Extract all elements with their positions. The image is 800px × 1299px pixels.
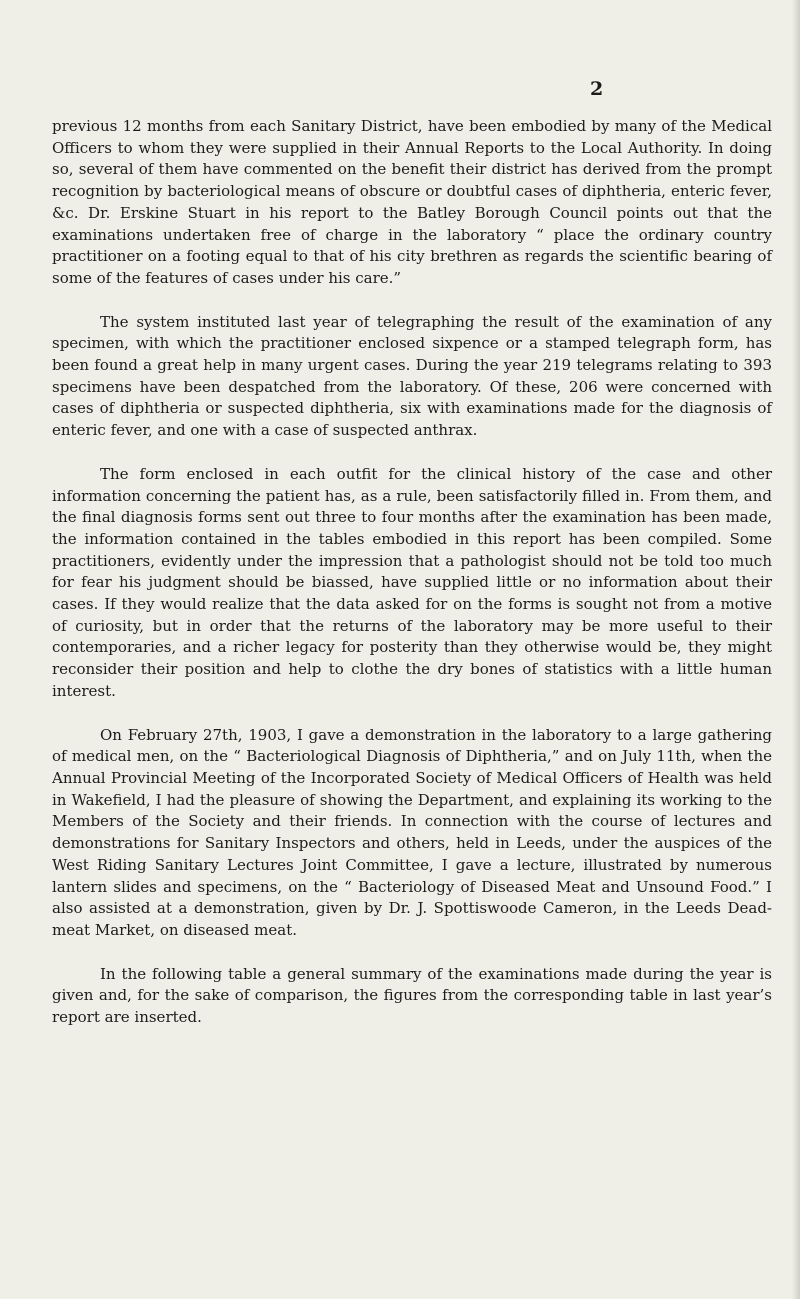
- paragraph-clinical-history-form: The form enclosed in each outfit for the clinical history of the case and other information concerning the patient has, as a rule, been satisfactorily filled in. From them, and the final diagnosis forms sent out three to four months after the examination has been made, the information contained in the tables embodied in this report has been compiled. Some practitioners, evidently under the impression that a pathologist should not be told too much for fear his judgment should be biassed, have supplied little or no information about their cases. If they would realize that the data asked for on the forms is sought not from a motive of curiosity, but in order that the returns of the laboratory may be more useful to their contemporaries, and a richer legacy for posterity than they otherwise would be, they might reconsider their position and help to clothe the dry bones of statistics with a little human interest.: [52, 464, 772, 700]
- paragraph-summary-table-intro: In the following table a general summary of the examinations made during the year is given and, for the sake of comparison, the figures from the corresponding table in last year’s report are inserted.: [52, 964, 772, 1027]
- body-text: [52, 116, 772, 1051]
- paragraph-demonstrations: On February 27th, 1903, I gave a demonstration in the laboratory to a large gathering of medical men, on the “ Bacteriological Diagnosis of Diphtheria,” and on July 11th, when the Annual Provincial Meeting of the Incorporated Society of Medical Officers of Health was held in Wakefield, I had the pleasure of showing the Department, and explaining its working to the Members of the Society and their friends. In connection with the course of lectures and demonstrations for Sanitary Inspectors and others, held in Leeds, under the auspices of the West Riding Sanitary Lectures Joint Committee, I gave a lecture, illustrated by numerous lantern slides and specimens, on the “ Bacteriology of Diseased Meat and Unsound Food.” I also assisted at a demonstration, given by Dr. J. Spottiswoode Cameron, in the Leeds Dead-meat Market, on diseased meat.: [52, 725, 772, 939]
- page-number: 2: [590, 78, 604, 100]
- paragraph-telegraphing-system: The system instituted last year of telegraphing the result of the examination of any specimen, with which the practitioner enclosed sixpence or a stamped telegraph form, has been found a great help in many urgent cases. During the year 219 telegrams relating to 393 specimens have been despatched from the laboratory. Of these, 206 were concerned with cases of diphtheria or suspected diphtheria, six with examinations made for the diagnosis of enteric fever, and one with a case of suspected anthrax.: [52, 312, 772, 440]
- paragraph-continuation: previous 12 months from each Sanitary District, have been embodied by many of the Medical Officers to whom they were supplied in their Annual Reports to the Local Authority. In doing so, several of them have commented on the benefit their district has derived from the prompt recognition by bacteriological means of obscure or doubtful cases of diphtheria, enteric fever, &c. Dr. Erskine Stuart in his report to the Batley Borough Council points out that the examinations undertaken free of charge in the laboratory “ place the ordinary country practitioner on a footing equal to that of his city brethren as regards the scientific bearing of some of the features of cases under his care.”: [52, 117, 772, 287]
- page-edge-shadow: [792, 0, 800, 1299]
